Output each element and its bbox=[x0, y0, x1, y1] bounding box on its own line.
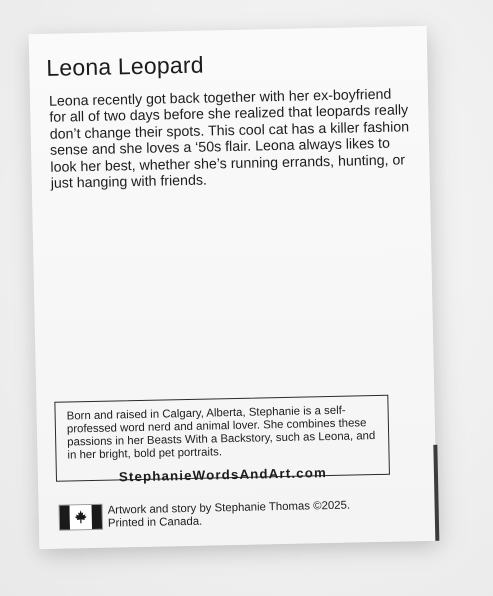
credit-line-artwork: Artwork and story by Stephanie Thomas ©2025. bbox=[107, 499, 351, 517]
artist-bio-box bbox=[54, 395, 390, 485]
artist-website: StephanieWordsAndArt.com bbox=[118, 465, 328, 485]
credits bbox=[108, 500, 351, 531]
credit-line-printed: Printed in Canada. bbox=[107, 515, 203, 530]
flag-center bbox=[70, 505, 92, 529]
greeting-card-back bbox=[29, 26, 438, 549]
card-title: Leona Leopard bbox=[46, 51, 204, 81]
flag-right-band bbox=[92, 505, 103, 529]
artist-bio-text: Born and raised in Calgary, Alberta, Stephanie is a self-professed word nerd and animal lover. She combines these passions in her Beasts With a Backstory, such as Leona, and in her bright, bold pet portraits. bbox=[66, 404, 376, 462]
maple-leaf-icon bbox=[73, 509, 89, 525]
flag-left-band bbox=[60, 505, 71, 529]
card-story-text: Leona recently got back together with her ex-boyfriend for all of two days before she realized that leopards really don’t change their spots. This cool cat has a killer fashion sense and she loves a ‘50s flair. Leona always likes to look her best, whether she’s running errands, hunting, or just hanging with friends. bbox=[48, 86, 410, 192]
maple-leaf-flag-icon bbox=[59, 504, 104, 531]
